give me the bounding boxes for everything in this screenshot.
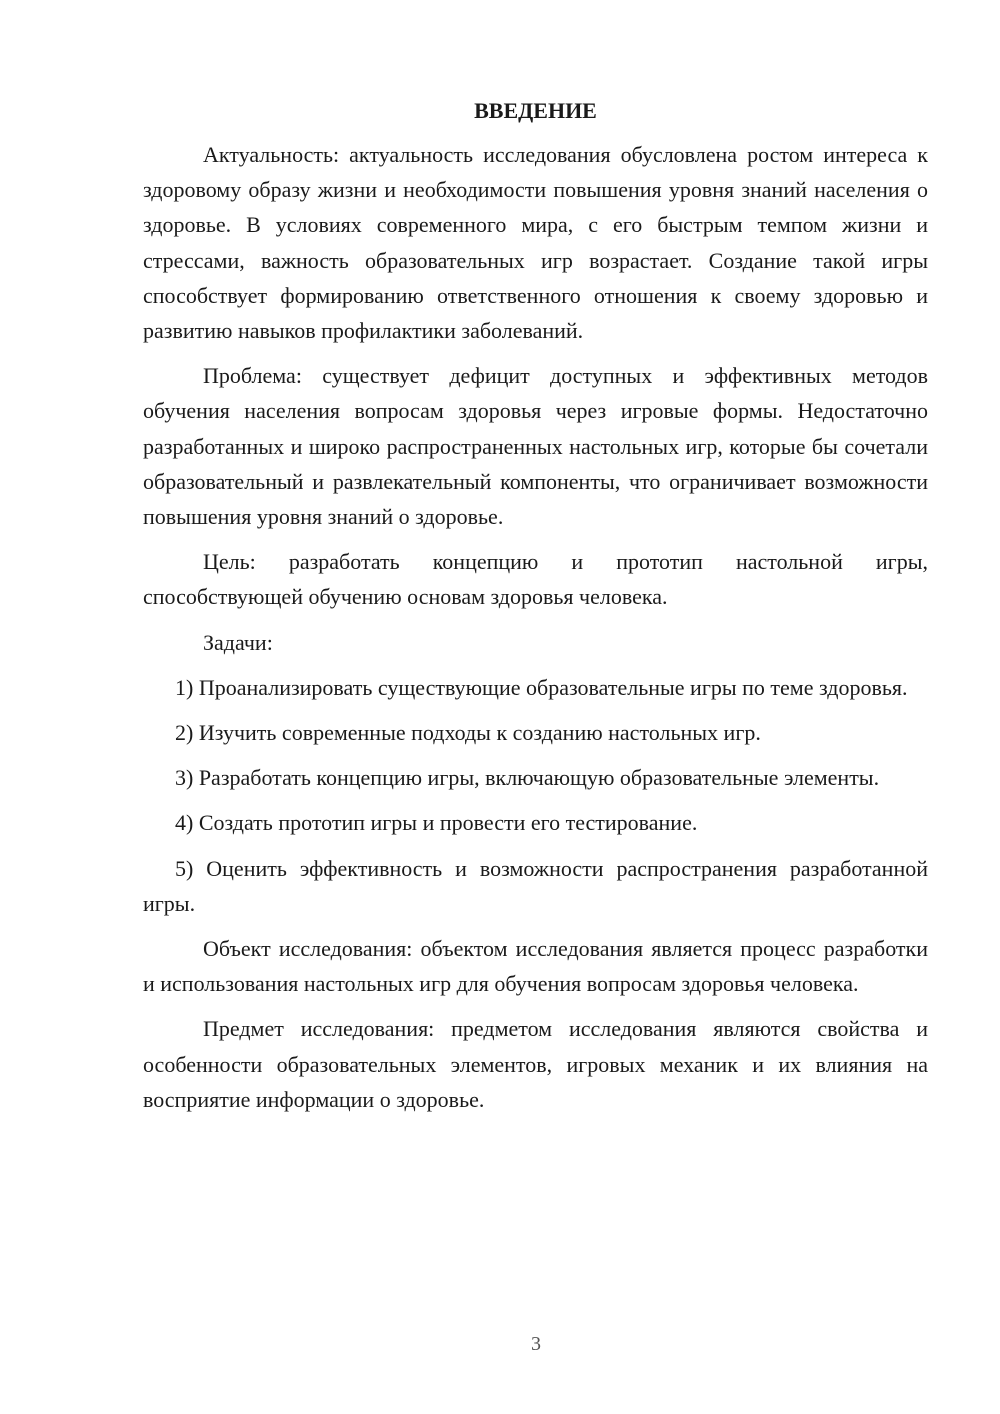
page-number: 3 [531, 1333, 541, 1355]
paragraph-problem: Проблема: существует дефицит доступных и эффективных методов обучения населения вопросам здоровья через игровые формы. Недостаточно разработанных и широко распространенных настольных игр, которые бы сочетали образовательный и развлекательный компоненты, что ограничивает возможности повышения уровня знаний о здоровье. [143, 363, 928, 530]
document-body [143, 96, 928, 1127]
paragraph-goal: Цель: разработать концепцию и прототип настольной игры, способствующей обучению основам здоровья человека. [143, 549, 928, 610]
paragraph-object: Объект исследования: объектом исследования является процесс разработки и использования настольных игр для обучения вопросам здоровья человека. [143, 936, 928, 997]
tasks-heading: Задачи: [203, 629, 273, 655]
task-item-4: 4) Создать прототип игры и провести его тестирование. [175, 810, 698, 836]
task-item-3: 3) Разработать концепцию игры, включающую образовательные элементы. [175, 765, 880, 791]
paragraph-subject: Предмет исследования: предметом исследования являются свойства и особенности образовательных элементов, игровых механик и их влияния на восприятие информации о здоровье. [143, 1016, 928, 1112]
task-item-2: 2) Изучить современные подходы к созданию настольных игр. [175, 720, 761, 746]
task-item-1: 1) Проанализировать существующие образовательные игры по теме здоровья. [175, 674, 908, 700]
task-item-5: 5) Оценить эффективность и возможности распространения разработанной игры. [143, 855, 928, 916]
paragraph-relevance: Актуальность: актуальность исследования обусловлена ростом интереса к здоровому образу жизни и необходимости повышения уровня знаний населения о здоровье. В условиях современного мира, с его быстрым темпом жизни и стрессами, важность образовательных игр возрастает. Создание такой игры способствует формированию ответственного отношения к своему здоровью и развитию навыков профилактики заболеваний. [143, 142, 928, 344]
section-title: ВВЕДЕНИЕ [474, 98, 597, 123]
